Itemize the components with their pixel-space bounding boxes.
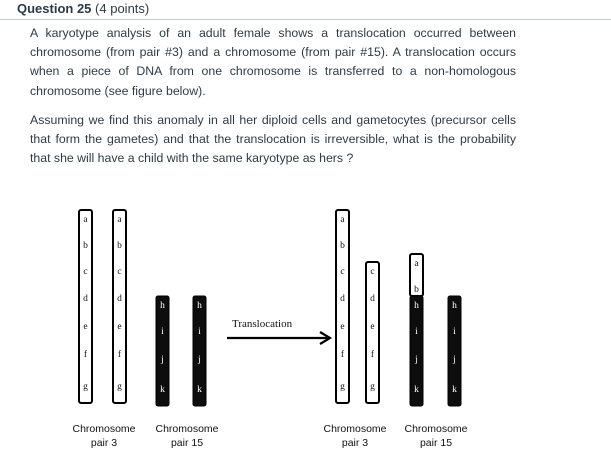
- gene-label: e: [83, 322, 88, 332]
- gene-label: i: [453, 327, 456, 337]
- gene-label: i: [415, 327, 418, 337]
- chromosome-pair15-before-2: [193, 296, 206, 406]
- chromosome-pair3-after-translocated: [366, 262, 379, 403]
- gene-label: j: [415, 355, 418, 365]
- gene-label: a: [83, 215, 88, 225]
- gene-label: e: [117, 322, 122, 332]
- label-after-pair3-line2: pair 3: [341, 437, 369, 449]
- gene-label: a: [414, 259, 419, 269]
- chromosome-pair15-after-translocated: [410, 254, 423, 406]
- question-points: (4 points): [95, 1, 150, 16]
- gene-label: b: [414, 285, 419, 295]
- question-title: Question 25: [17, 1, 92, 16]
- gene-label: c: [117, 267, 122, 277]
- chromosome-body: [336, 210, 349, 403]
- chromosome-pair15-after-normal: [448, 296, 461, 406]
- gene-label: j: [198, 355, 201, 365]
- gene-label: j: [161, 355, 164, 365]
- gene-label: b: [117, 241, 122, 251]
- label-before-pair15-line2: pair 15: [170, 437, 204, 449]
- gene-label: j: [453, 355, 456, 365]
- gene-label: h: [414, 301, 419, 311]
- gene-label: f: [117, 350, 122, 360]
- gene-label: g: [83, 382, 88, 392]
- gene-label: c: [340, 267, 345, 277]
- gene-label: a: [340, 215, 345, 225]
- gene-label: g: [370, 382, 375, 392]
- chromosome-pair3-before-1: [79, 210, 92, 403]
- gene-label: g: [117, 382, 122, 392]
- label-before-pair3-line1: Chromosome: [72, 423, 136, 435]
- gene-label: b: [83, 241, 88, 251]
- translocation-arrow: [227, 318, 330, 344]
- gene-label: k: [452, 385, 457, 395]
- question-paragraph-1: A karyotype analysis of an adult female shows a translocation occurred between chromosome (from pair #3) and a chromosome (from pair #15). A translocation occurs when a piece of DNA from one chromosome is transferred to a non-homologous chromosome (see figure below).: [30, 26, 516, 98]
- gene-label: g: [340, 382, 345, 392]
- chromosome-pair15-before-1: [156, 296, 169, 406]
- gene-label: f: [370, 350, 375, 360]
- gene-label: i: [198, 327, 201, 337]
- question-paragraph-2: Assuming we find this anomaly in all her diploid cells and gametocytes (precursor cells that form the gametes) and that the translocation is irreversible, what is the probability that she will have a child with the same karyotype as hers ?: [30, 112, 516, 166]
- gene-label: i: [161, 327, 164, 337]
- gene-label: e: [340, 322, 345, 332]
- gene-label: c: [370, 267, 375, 277]
- gene-label: d: [370, 294, 375, 304]
- translocation-label: Translocation: [232, 318, 293, 330]
- gene-label: e: [370, 322, 375, 332]
- label-after-pair15-line1: Chromosome: [404, 423, 468, 435]
- gene-label: d: [340, 294, 345, 304]
- label-after-pair3-line1: Chromosome: [323, 423, 387, 435]
- chromosome-pair3-after-normal: [336, 210, 349, 403]
- chromosome-drawings: [79, 210, 461, 406]
- gene-label: c: [83, 267, 88, 277]
- gene-label: f: [340, 350, 345, 360]
- gene-label: k: [197, 385, 202, 395]
- gene-label: f: [83, 350, 88, 360]
- gene-label: a: [117, 215, 122, 225]
- gene-label: b: [340, 241, 345, 251]
- label-after-pair15-line2: pair 15: [419, 437, 453, 449]
- chromosome-pair3-before-2: [113, 210, 126, 403]
- gene-label: h: [197, 301, 202, 311]
- gene-label: k: [160, 385, 165, 395]
- chromosome-body: [79, 210, 92, 403]
- gene-label: d: [83, 294, 88, 304]
- gene-label: k: [414, 385, 419, 395]
- chromosome-body: [113, 210, 126, 403]
- label-before-pair15-line1: Chromosome: [155, 423, 219, 435]
- gene-label: h: [452, 301, 457, 311]
- gene-label: h: [160, 301, 165, 311]
- label-before-pair3-line2: pair 3: [90, 437, 118, 449]
- gene-label: d: [117, 294, 122, 304]
